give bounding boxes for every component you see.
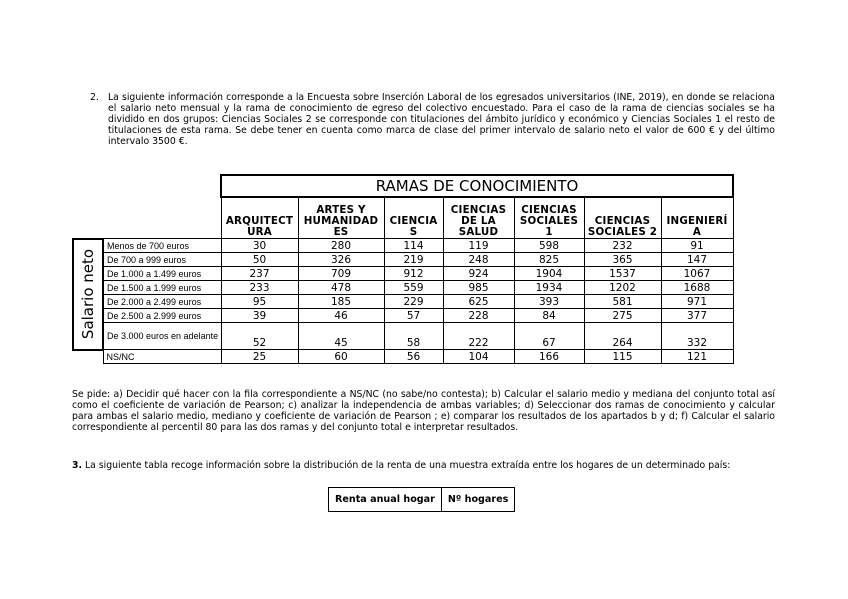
question-2-text: La siguiente información corresponde a la Encuesta sobre Inserción Laboral de los egresados universitarios (INE, 2019), en donde se relaciona el salario neto mensual y la rama de conocimiento de egreso del colectivo encuestado. Para el caso de la rama de ciencias sociales se ha dividido en dos grupos: Ciencias Sociales 2 se corresponde con titulaciones del ámbito jurídico y económico y Ciencias Sociales 1 el resto de titulaciones de esta rama. Se debe tener en cuenta como marca de clase del primer intervalo de salario neto el valor de 600 € y del último intervalo 3500 €. [108, 92, 775, 147]
side-label: Salario neto [79, 248, 97, 340]
table-cell: 326 [298, 253, 384, 267]
table-cell: 232 [584, 239, 661, 253]
column-header: ARTES Y HUMANIDAD ES [298, 197, 384, 239]
table-cell: 709 [298, 267, 384, 281]
question-3-body: La siguiente tabla recoge información sobre la distribución de la renta de una muestra extraída entre los hogares de un determinado país: [84, 460, 731, 471]
table-cell: 985 [443, 281, 514, 295]
column-header: CIENCIAS DE LA SALUD [443, 197, 514, 239]
table-cell: 1904 [514, 267, 584, 281]
table-cell: 228 [443, 309, 514, 323]
table-cell: 57 [384, 309, 443, 323]
column-header: ARQUITECT URA [221, 197, 298, 239]
question-3-number: 3. [72, 460, 83, 471]
table-row [73, 253, 733, 267]
table-cell: 52 [221, 323, 298, 350]
row-label: De 1.500 a 1.999 euros [103, 281, 221, 295]
table-cell: 233 [221, 281, 298, 295]
side-label-cell [73, 239, 103, 350]
table-cell: 393 [514, 295, 584, 309]
table-cell: 971 [661, 295, 733, 309]
table-cell: 248 [443, 253, 514, 267]
table-cell: 115 [584, 350, 661, 364]
question-2-number: 2. [90, 92, 99, 103]
table-cell: 478 [298, 281, 384, 295]
table-cell: 1537 [584, 267, 661, 281]
column-header: CIENCIAS SOCIALES 2 [584, 197, 661, 239]
table-cell: 825 [514, 253, 584, 267]
table-cell: 1067 [661, 267, 733, 281]
table-cell: 114 [384, 239, 443, 253]
se-pide-text: Se pide: a) Decidir qué hacer con la fila correspondiente a NS/NC (no sabe/no contesta); b) Calcular el salario medio y mediana del conjunto total así como el coeficiente de variación de Pearson; c) analizar la independencia de ambas variables; d) Seleccionar dos ramas de conocimiento y calcular para ambas el salario medio, mediano y coeficiente de variación de Pearson ; e) comparar los resultados de los apartados b y d; f) Calcular el salario correspondiente al percentil 80 para las dos ramas y del conjunto total e interpretar resultados. [72, 389, 775, 433]
table-cell: 25 [221, 350, 298, 364]
table-cell: 912 [384, 267, 443, 281]
row-label: De 2.500 a 2.999 euros [103, 309, 221, 323]
salary-table [72, 174, 734, 364]
table-cell: 222 [443, 323, 514, 350]
table-cell: 91 [661, 239, 733, 253]
income-column-header: Renta anual hogar [329, 488, 442, 512]
table-cell: 365 [584, 253, 661, 267]
table-row [73, 323, 733, 350]
table-cell: 95 [221, 295, 298, 309]
table-cell: 219 [384, 253, 443, 267]
table-cell: 924 [443, 267, 514, 281]
table-cell: 264 [584, 323, 661, 350]
table-cell: 46 [298, 309, 384, 323]
table-cell: 581 [584, 295, 661, 309]
table-cell: 1934 [514, 281, 584, 295]
row-label: De 2.000 a 2.499 euros [103, 295, 221, 309]
row-label: De 700 a 999 euros [103, 253, 221, 267]
table-cell: 58 [384, 323, 443, 350]
table-cell: 598 [514, 239, 584, 253]
table-cell: 280 [298, 239, 384, 253]
table-cell: 67 [514, 323, 584, 350]
table-cell: 84 [514, 309, 584, 323]
table-cell: 39 [221, 309, 298, 323]
table-cell: 56 [384, 350, 443, 364]
table-cell: 104 [443, 350, 514, 364]
table-row [73, 295, 733, 309]
table-cell: 625 [443, 295, 514, 309]
table-row [73, 309, 733, 323]
table-row [73, 350, 733, 364]
table-cell: 237 [221, 267, 298, 281]
row-label: Menos de 700 euros [103, 239, 221, 253]
row-label: De 3.000 euros en adelante [103, 323, 221, 350]
table-cell: 332 [661, 323, 733, 350]
table-cell: 50 [221, 253, 298, 267]
table-cell: 166 [514, 350, 584, 364]
table-cell: 121 [661, 350, 733, 364]
table-cell: 1688 [661, 281, 733, 295]
column-header: CIENCIAS SOCIALES 1 [514, 197, 584, 239]
row-label: De 1.000 a 1.499 euros [103, 267, 221, 281]
table-cell: 185 [298, 295, 384, 309]
table-cell: 45 [298, 323, 384, 350]
table-cell: 377 [661, 309, 733, 323]
households-column-header: Nº hogares [441, 488, 515, 512]
table-cell: 559 [384, 281, 443, 295]
income-table [328, 487, 515, 512]
table-title: RAMAS DE CONOCIMIENTO [221, 175, 733, 197]
table-row [73, 267, 733, 281]
table-row [73, 239, 733, 253]
table-cell: 119 [443, 239, 514, 253]
table-cell: 1202 [584, 281, 661, 295]
table-cell: 147 [661, 253, 733, 267]
column-header: CIENCIA S [384, 197, 443, 239]
question-3-text [72, 460, 775, 471]
column-header: INGENIERÍ A [661, 197, 733, 239]
blank-cell [73, 350, 103, 364]
table-cell: 275 [584, 309, 661, 323]
table-cell: 60 [298, 350, 384, 364]
table-cell: 229 [384, 295, 443, 309]
row-label: NS/NC [103, 350, 221, 364]
table-row [73, 281, 733, 295]
table-cell: 30 [221, 239, 298, 253]
